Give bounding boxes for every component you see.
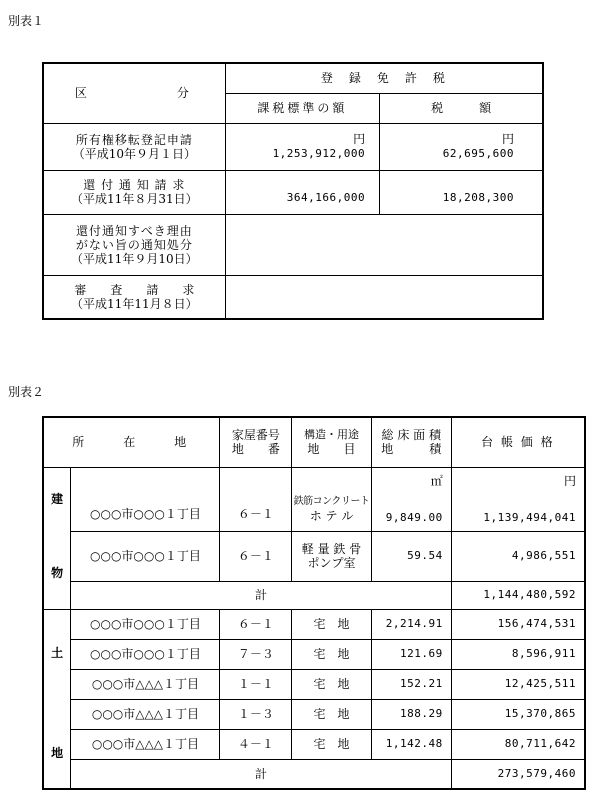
table2-caption: 別表２ — [8, 385, 45, 399]
land-row — [43, 639, 585, 669]
number-cell: １－１ — [220, 669, 292, 699]
row-label: 所有権移転登記申請 （平成10年９月１日） — [43, 123, 225, 170]
tax-base-value: 1,253,912,000 — [272, 147, 366, 160]
property-ledger-table — [42, 416, 586, 790]
location-cell: ○○○市○○○１丁目 — [71, 609, 220, 639]
table1-row — [43, 123, 543, 170]
price-cell: 4,986,551 — [451, 531, 585, 581]
yen-unit: 円 — [501, 132, 514, 146]
table1-row — [43, 170, 543, 214]
building-total-label: 計 — [71, 581, 451, 609]
location-cell: ○○○市○○○１丁目 — [71, 467, 220, 531]
building-row — [43, 531, 585, 581]
location-cell: ○○○市△△△１丁目 — [71, 699, 220, 729]
header-house-number: 家屋番号 地 番 — [220, 417, 292, 467]
building-row — [43, 467, 585, 531]
location-cell: ○○○市○○○１丁目 — [71, 531, 220, 581]
header-tax-amount: 税 額 — [380, 93, 543, 123]
building-total-row — [43, 581, 585, 609]
area-cell: 2,214.91 — [371, 609, 451, 639]
tax-base-cell — [225, 170, 380, 214]
area-cell: 1,142.48 — [371, 729, 451, 759]
price-cell: 80,711,642 — [451, 729, 585, 759]
price-cell: 12,425,511 — [451, 669, 585, 699]
number-cell: ６－１ — [220, 531, 292, 581]
location-cell: ○○○市△△△１丁目 — [71, 729, 220, 759]
land-side-label: 土 地 — [43, 609, 71, 789]
number-cell: ４－１ — [220, 729, 292, 759]
yen-unit: 円 — [563, 473, 576, 488]
area-cell: ㎡ 9,849.00 — [371, 467, 451, 531]
yen-unit: 円 — [353, 132, 366, 146]
land-row — [43, 609, 585, 639]
header-registration-tax: 登 録 免 許 税 — [225, 63, 543, 93]
number-cell: １－３ — [220, 699, 292, 729]
area-cell: 121.69 — [371, 639, 451, 669]
land-row — [43, 699, 585, 729]
table1-row — [43, 214, 543, 275]
price-cell: 8,596,911 — [451, 639, 585, 669]
header-area: 総 床 面 積 地 積 — [371, 417, 451, 467]
area-cell: 188.29 — [371, 699, 451, 729]
table1-row — [43, 275, 543, 319]
structure-cell: 軽 量 鉄 骨 ポンプ室 — [292, 531, 372, 581]
header-location: 所 在 地 — [43, 417, 220, 467]
price-cell: 156,474,531 — [451, 609, 585, 639]
building-total-value: 1,144,480,592 — [451, 581, 585, 609]
header-ledger-price: 台 帳 価 格 — [451, 417, 585, 467]
land-total-row — [43, 759, 585, 789]
empty-cell — [225, 275, 543, 319]
tax-base-value: 364,166,000 — [286, 190, 366, 204]
land-total-label: 計 — [71, 759, 451, 789]
header-structure: 構造・用途 地 目 — [292, 417, 372, 467]
square-meter-unit: ㎡ — [430, 473, 443, 488]
land-row — [43, 729, 585, 759]
tax-amount-cell — [380, 123, 543, 170]
number-cell: ６－１ — [220, 467, 292, 531]
price-cell: 円 1,139,494,041 — [451, 467, 585, 531]
land-category-cell: 宅 地 — [292, 639, 372, 669]
number-cell: ６－１ — [220, 609, 292, 639]
land-category-cell: 宅 地 — [292, 609, 372, 639]
registration-tax-table — [42, 62, 544, 320]
land-total-value: 273,579,460 — [451, 759, 585, 789]
tax-amount-value: 18,208,300 — [442, 190, 514, 204]
area-cell: 59.54 — [371, 531, 451, 581]
location-cell: ○○○市○○○１丁目 — [71, 639, 220, 669]
area-cell: 152.21 — [371, 669, 451, 699]
land-category-cell: 宅 地 — [292, 669, 372, 699]
table1-caption: 別表１ — [8, 14, 45, 28]
tax-base-cell — [225, 123, 380, 170]
tax-amount-cell — [380, 170, 543, 214]
land-category-cell: 宅 地 — [292, 729, 372, 759]
row-label: 還付通知すべき理由 がない旨の通知処分 （平成11年９月10日） — [43, 214, 225, 275]
header-category: 区 分 — [43, 63, 225, 123]
header-tax-base: 課税標準の額 — [225, 93, 380, 123]
land-category-cell: 宅 地 — [292, 699, 372, 729]
number-cell: ７－３ — [220, 639, 292, 669]
land-row — [43, 669, 585, 699]
price-cell: 15,370,865 — [451, 699, 585, 729]
tax-amount-value: 62,695,600 — [442, 147, 514, 160]
row-label: 還 付 通 知 請 求 （平成11年８月31日） — [43, 170, 225, 214]
building-side-label: 建 物 — [43, 467, 71, 609]
empty-cell — [225, 214, 543, 275]
row-label: 審 査 請 求 （平成11年11月８日） — [43, 275, 225, 319]
location-cell: ○○○市△△△１丁目 — [71, 669, 220, 699]
structure-cell: 鉄筋コンクリート ホ テ ル — [292, 467, 372, 531]
